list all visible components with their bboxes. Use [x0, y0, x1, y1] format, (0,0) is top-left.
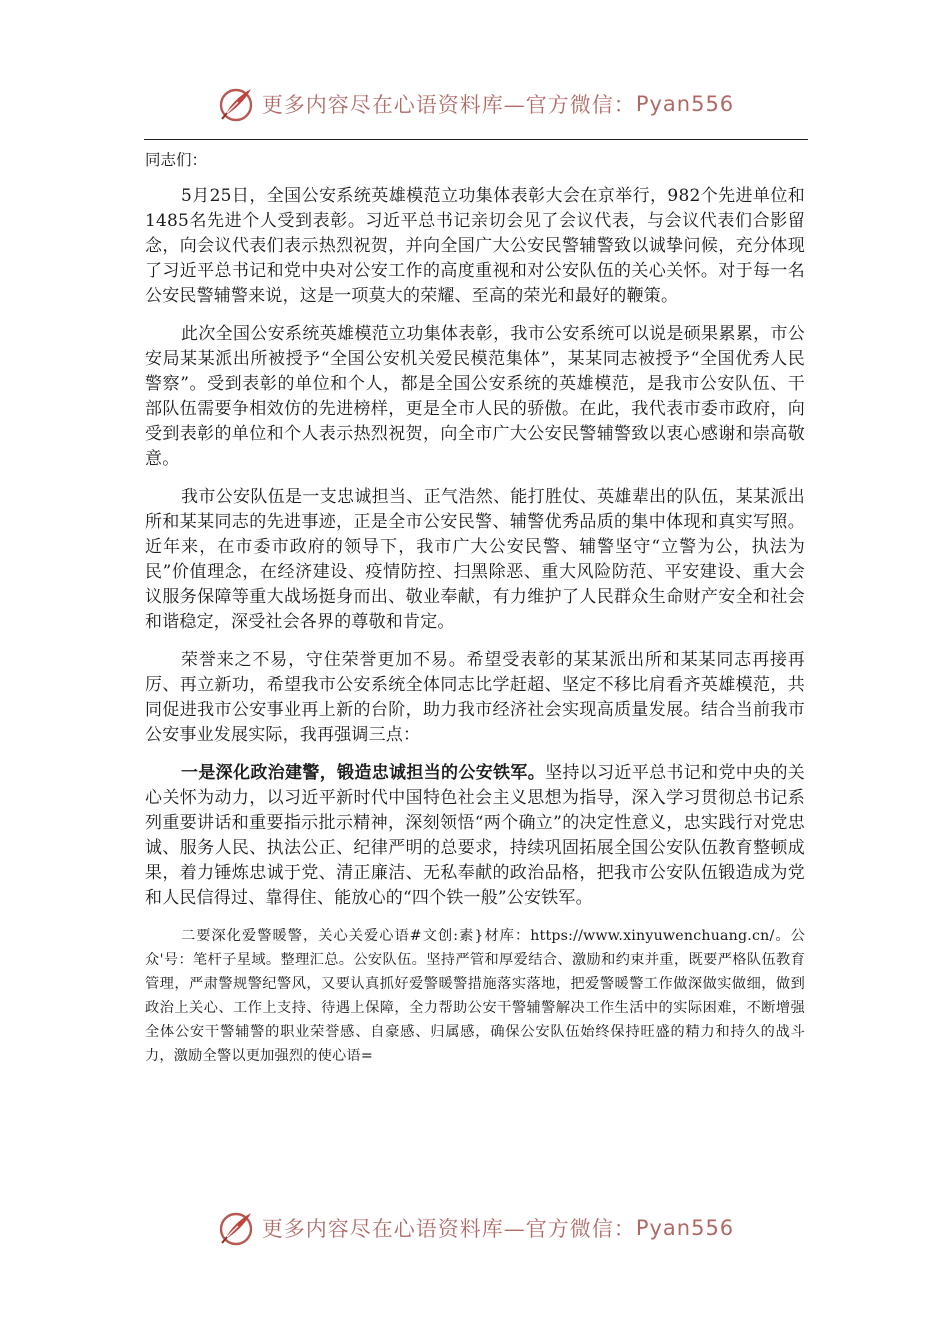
paragraph-5-heading: 一是深化政治建警，锻造忠诚担当的公安铁军。 — [181, 763, 546, 783]
paragraph-3: 我市公安队伍是一支忠诚担当、正气浩然、能打胜仗、英雄辈出的队伍，某某派出所和某某同志的先进事迹，正是全市公安民警、辅警优秀品质的集中体现和真实写照。近年来，在市委市政府的领导下，我市广大公安民警、辅警坚守“立警为公，执法为民”价值理念，在经济建设、疫情防控、扫黑除恶、重大风险防范、平安建设、重大会议服务保障等重大战场挺身而出、敬业奉献，有力维护了人民群众生命财产安全和社会和谐稳定，深受社会各界的尊敬和肯定。 — [145, 487, 805, 632]
banner-wechat-id: Pyan556 — [635, 92, 735, 116]
banner-wechat-id: Pyan556 — [635, 1216, 735, 1240]
banner-text: 更多内容尽在心语资料库—官方微信： — [261, 93, 636, 117]
paragraph-1: 5月25日，全国公安系统英雄模范立功集体表彰大会在京举行，982个先进单位和1485名先进个人受到表彰。习近平总书记亲切会见了会议代表，与会议代表们合影留念，向会议代表们表示热烈祝贺，并向全国广大公安民警辅警致以诚挚问候，充分体现了习近平总书记和党中央对公安工作的高度重视和对公安队伍的关心关怀。对于每一名公安民警辅警来说，这是一项莫大的荣耀、至高的荣光和最好的鞭策。 — [145, 186, 805, 306]
paragraph-2: 此次全国公安系统英雄模范立功集体表彰，我市公安系统可以说是硕果累累，市公安局某某派出所被授予“全国公安机关爱民模范集体”，某某同志被授予“全国优秀人民警察”。受到表彰的单位和个人，都是全国公安系统的英雄模范，是我市公安队伍、干部队伍需要争相效仿的先进榜样，更是全市人民的骄傲。在此，我代表市委市政府，向受到表彰的单位和个人表示热烈祝贺，向全市广大公安民警辅警致以衷心感谢和崇高敬意。 — [145, 324, 805, 469]
banner-text: 更多内容尽在心语资料库—官方微信： — [261, 1217, 636, 1241]
quill-logo-icon — [216, 1208, 256, 1248]
document-body — [145, 147, 805, 1081]
paragraph-6: 二要深化爱警暖警，关心关爱心语#文创:素}材库：https://www.xinyuwenchuang.cn/。公众'号：笔杆子星域。整理汇总。公安队伍。坚持严管和厚爱结合、激励和约束并重，既要严格队伍教育管理，严肃警规警纪警风，又要认真抓好爱警暖警措施落实落地，把爱警暖警工作做深做实做细，做到政治上关心、工作上支持、待遇上保障，全力帮助公安干警辅警解决工作生活中的实际困难，不断增强全体公安干警辅警的职业荣誉感、自豪感、归属感，确保公安队伍始终保持旺盛的精力和持久的战斗力，激励全警以更加强烈的使心语= — [145, 928, 805, 1064]
salutation: 同志们： — [145, 151, 208, 169]
quill-logo-icon — [216, 84, 256, 124]
paragraph-5-body: 坚持以习近平总书记和党中央的关心关怀为动力，以习近平新时代中国特色社会主义思想为指导，深入学习贯彻总书记系列重要讲话和重要指示批示精神，深刻领悟“两个确立”的决定性意义，忠实践行对党忠诚、服务人民、执法公正、纪律严明的总要求，持续巩固拓展全国公安队伍教育整顿成果，着力锤炼忠诚于党、清正廉洁、无私奉献的政治品格，把我市公安队伍锻造成为党和人民信得过、靠得住、能放心的“四个铁一般”公安铁军。 — [145, 763, 805, 908]
header-watermark-banner — [0, 82, 950, 126]
header-divider — [144, 139, 808, 140]
paragraph-5 — [145, 761, 805, 911]
footer-watermark-banner — [0, 1206, 950, 1250]
paragraph-4: 荣誉来之不易，守住荣誉更加不易。希望受表彰的某某派出所和某某同志再接再厉、再立新功，希望我市公安系统全体同志比学赶超、坚定不移比肩看齐英雄模范，共同促进我市公安事业再上新的台阶，助力我市经济社会实现高质量发展。结合当前我市公安事业发展实际，我再强调三点： — [145, 650, 805, 745]
